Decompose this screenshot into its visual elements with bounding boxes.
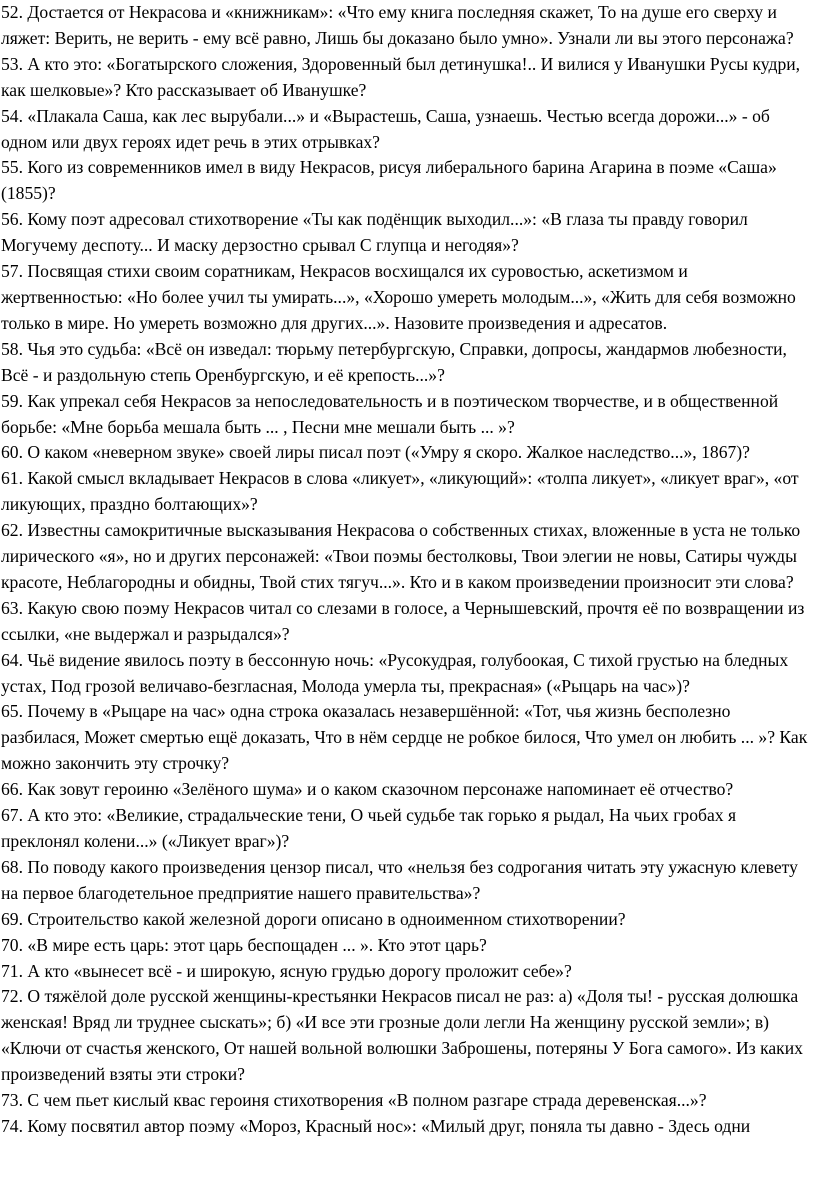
question-56: 56. Кому поэт адресовал стихотворение «Ты как подёнщик выходил...»: «В глаза ты правду говорил Могучему деспоту... И маску дерзостно срывал С глупца и негодяя»? xyxy=(1,209,748,256)
question-53: 53. А кто это: «Богатырского сложения, Здоровенный был детинушка!.. И вилися у Иванушки Русы кудри, как шелковые»? Кто рассказывает об Иванушке? xyxy=(1,53,801,100)
question-61: 61. Какой смысл вкладывает Некрасов в слова «ликует», «ликующий»: «толпа ликует», «ликует враг», «от ликующих, праздно болтающих»? xyxy=(1,468,799,515)
question-73: 73. С чем пьет кислый квас героиня стихотворения «В полном разгаре страда деревенская...»? xyxy=(1,1090,707,1111)
question-60: 60. О каком «неверном звуке» своей лиры писал поэт («Умру я скоро. Жалкое наследство...», 1867)? xyxy=(1,442,750,463)
question-66: 66. Как зовут героиню «Зелёного шума» и о каком сказочном персонаже напоминает её отчество? xyxy=(1,779,734,800)
question-62: 62. Известны самокритичные высказывания Некрасова о собственных стихах, вложенные в уста не только лирического «я», но и других персонажей: «Твои поэмы бестолковы, Твои элегии не новы, Сатиры чужды красоте, Неблагородны и обидны, Твой стих тягуч...». Кто и в каком произведении произносит эти слова? xyxy=(1,520,801,592)
question-72: 72. О тяжёлой доле русской женщины-крестьянки Некрасов писал не раз: а) «Доля ты! - русская долюшка женская! Вряд ли труднее сыскать»; б) «И все эти грозные доли легли На женщину русской земли»; в) «Ключи от счастья женского, От нашей вольной волюшки Заброшены, потеряны У Бога самого». Из каких произведений взяты эти строки? xyxy=(1,986,803,1085)
question-65: 65. Почему в «Рыцаре на час» одна строка оказалась незавершённой: «Тот, чья жизнь бесполезно разбилася, Может смертью ещё доказать, Что в нём сердце не робкое билося, Что умел он любить ... »? Как можно закончить эту строчку? xyxy=(1,701,808,774)
question-67: 67. А кто это: «Великие, страдальческие тени, О чьей судьбе так горько я рыдал, На чьих гробах я преклонял колени...» («Ликует враг»)? xyxy=(1,805,737,851)
question-59: 59. Как упрекал себя Некрасов за непоследовательность и в поэтическом творчестве, и в общественной борьбе: «Мне борьба мешала быть ... , Песни мне мешали быть ... »? xyxy=(1,390,779,437)
question-list xyxy=(1,0,811,1140)
question-71: 71. А кто «вынесет всё - и широкую, ясную грудью дорогу проложит себе»? xyxy=(1,960,572,981)
question-58: 58. Чья это судьба: «Всё он изведал: тюрьму петербургскую, Справки, допросы, жандармов любезности, Всё - и раздольную степь Оренбургскую, и её крепость...»? xyxy=(1,338,787,385)
question-64: 64. Чьё видение явилось поэту в бессонную ночь: «Русокудрая, голубоокая, С тихой грустью на бледных устах, Под грозой величаво-безгласная, Молода умерла ты, прекрасная» («Рыцарь на час»)? xyxy=(1,649,789,696)
question-68: 68. По поводу какого произведения цензор писал, что «нельзя без содрогания читать эту ужасную клевету на первое благодетельное предприятие нашего правительства»? xyxy=(1,856,798,903)
question-57: 57. Посвящая стихи своим соратникам, Некрасов восхищался их суровостью, аскетизмом и жертвенностью: «Но более учил ты умирать...», «Хорошо умереть молодым...», «Жить для себя возможно только в мире. Но умереть возможно для других...». Назовите произведения и адресатов. xyxy=(1,261,796,333)
question-52: 52. Достается от Некрасова и «книжникам»: «Что ему книга последняя скажет, То на душе его сверху и ляжет: Верить, не верить - ему всё равно, Лишь бы доказано было умно». Узнали ли вы этого персонажа? xyxy=(1,2,794,48)
question-69: 69. Строительство какой железной дороги описано в одноименном стихотворении? xyxy=(1,908,626,929)
question-55: 55. Кого из современников имел в виду Некрасов, рисуя либерального барина Агарина в поэме «Саша» (1855)? xyxy=(1,157,777,204)
question-70: 70. «В мире есть царь: этот царь беспощаден ... ». Кто этот царь? xyxy=(1,934,487,955)
question-63: 63. Какую свою поэму Некрасов читал со слезами в голосе, а Чернышевский, прочтя её по возвращении из ссылки, «не выдержал и разрыдался»? xyxy=(1,597,805,644)
question-54: 54. «Плакала Саша, как лес вырубали...» и «Вырастешь, Саша, узнаешь. Честью всегда дорожи...» - об одном или двух героях идет речь в этих отрывках? xyxy=(1,105,770,152)
question-74: 74. Кому посвятил автор поэму «Мороз, Красный нос»: «Милый друг, поняла ты давно - Здесь одни xyxy=(1,1115,751,1136)
